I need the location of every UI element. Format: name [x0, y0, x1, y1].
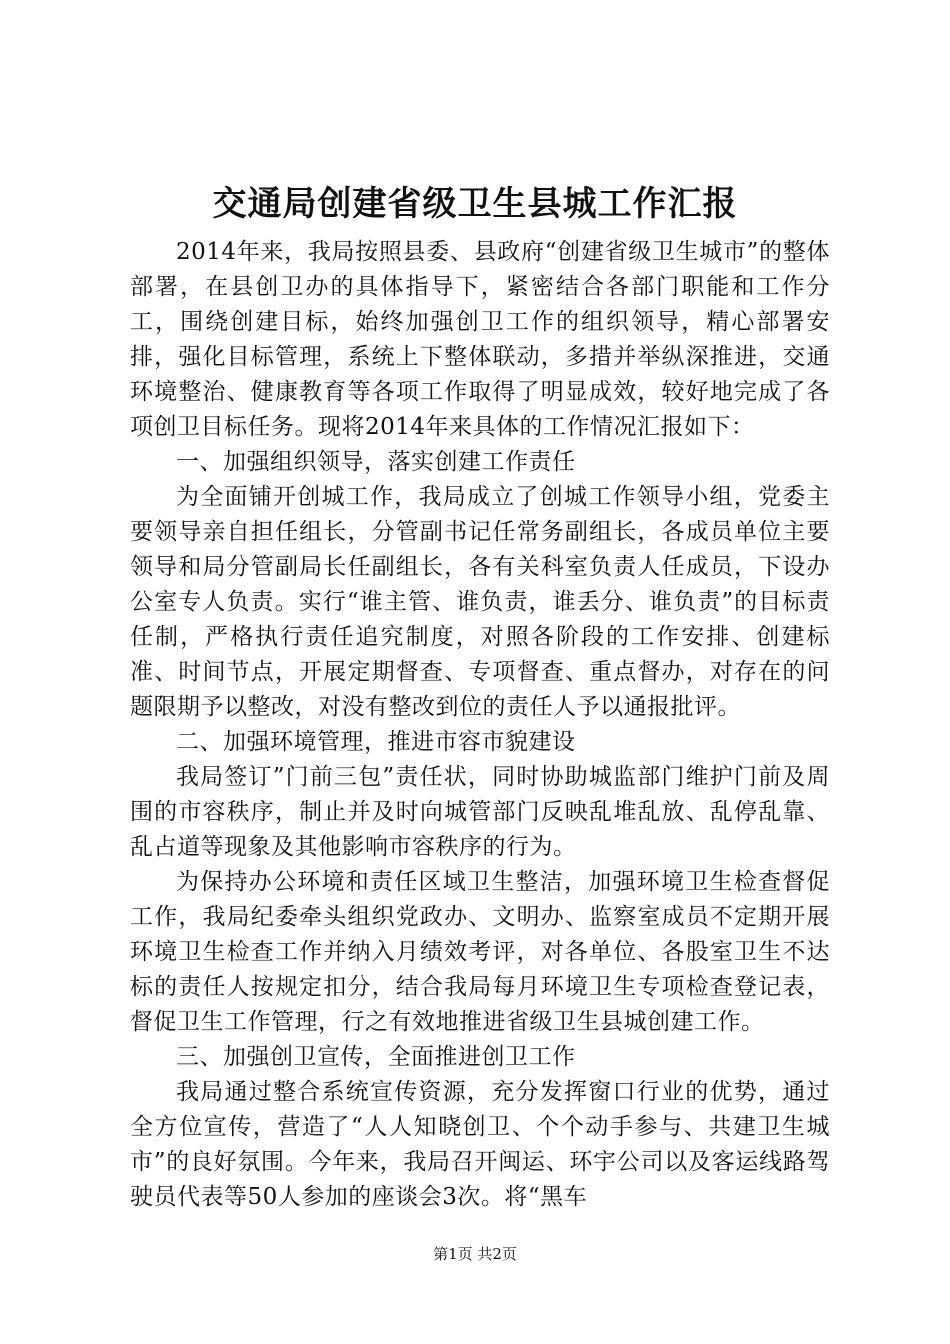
paragraph-section-1: 为全面铺开创城工作，我局成立了创城工作领导小组，党委主要领导亲自担任组长，分管副书记任常务副组长，各成员单位主要领导和局分管副局长任副组长，各有关科室负责人任成员，下设办公室专人负责。实行“谁主管、谁负责，谁丢分、谁负责”的目标责任制，严格执行责任追究制度，对照各阶段的工作安排、创建标准、时间节点，开展定期督查、专项督查、重点督办，对存在的问题限期予以整改，对没有整改到位的责任人予以通报批评。 [130, 484, 830, 720]
document-title: 交通局创建省级卫生县城工作汇报 [212, 184, 738, 224]
section-heading-1: 一、加强组织领导，落实创建工作责任 [176, 449, 576, 475]
section-heading-2: 二、加强环境管理，推进市容市貌建设 [176, 729, 576, 755]
paragraph-section-3: 我局通过整合系统宣传资源，充分发挥窗口行业的优势，通过全方位宣传，营造了“人人知晓创卫、个个动手参与、共建卫生城市”的良好氛围。今年来，我局召开闽运、环宇公司以及客运线路驾驶员代表等50人参加的座谈会3次。将“黑车 [130, 1079, 830, 1210]
paragraph-section-2b: 为保持办公环境和责任区域卫生整洁，加强环境卫生检查督促工作，我局纪委牵头组织党政办、文明办、监察室成员不定期开展环境卫生检查工作并纳入月绩效考评，对各单位、各股室卫生不达标的责任人按规定扣分，结合我局每月环境卫生专项检查登记表，督促卫生工作管理，行之有效地推进省级卫生县城创建工作。 [130, 869, 830, 1035]
page-number-footer: 第1页 共2页 [433, 1245, 517, 1263]
paragraph-section-2a: 我局签订”门前三包”责任状，同时协助城监部门维护门前及周围的市容秩序，制止并及时向城管部门反映乱堆乱放、乱停乱靠、乱占道等现象及其他影响市容秩序的行为。 [130, 764, 830, 860]
paragraph-intro: 2014年来，我局按照县委、县政府“创建省级卫生城市”的整体部署，在县创卫办的具体指导下，紧密结合各部门职能和工作分工，围绕创建目标，始终加强创卫工作的组织领导，精心部署安排，强化目标管理，系统上下整体联动，多措并举纵深推进，交通环境整治、健康教育等各项工作取得了明显成效，较好地完成了各项创卫目标任务。现将2014年来具体的工作情况汇报如下： [130, 239, 830, 440]
document-body [130, 235, 830, 1215]
section-heading-3: 三、加强创卫宣传，全面推进创卫工作 [176, 1044, 576, 1070]
